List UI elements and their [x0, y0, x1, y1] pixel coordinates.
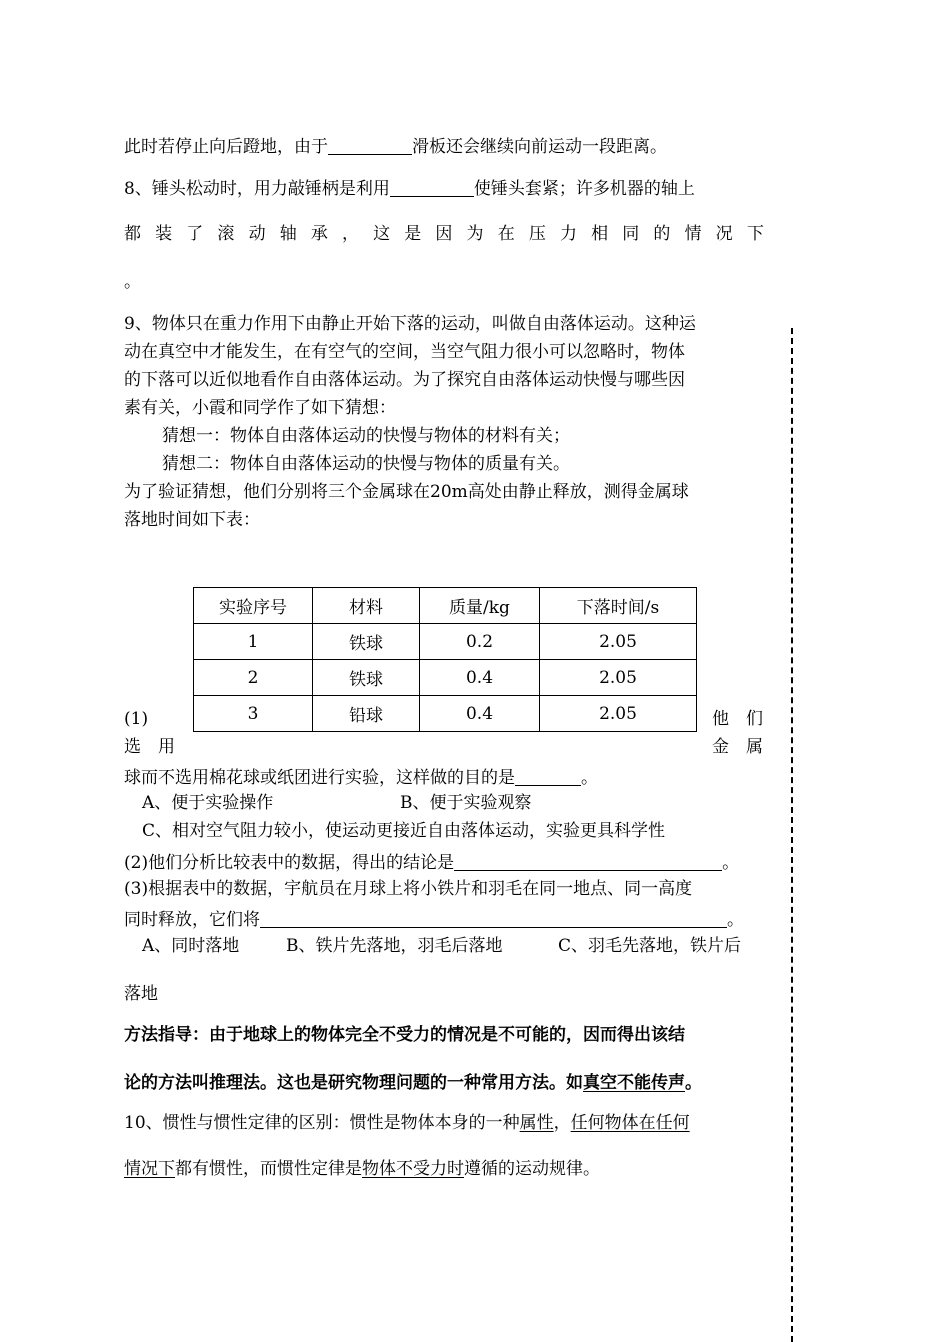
- sub3-line1: (3)根据表中的数据，宇航员在月球上将小铁片和羽毛在同一地点、同一高度: [124, 879, 693, 899]
- option-c: C、相对空气阻力较小，使运动更接近自由落体运动，实验更具科学性: [142, 821, 666, 841]
- q10-line1: [124, 1115, 690, 1132]
- table-row: [194, 624, 697, 660]
- prev-line-text: 此时若停止向后蹬地，由于: [124, 137, 328, 157]
- q8-line2-char: 滚: [217, 224, 235, 244]
- q10-underlined: 属性: [519, 1113, 554, 1133]
- q9-line1: 9、物体只在重力作用下由静止开始下落的运动，叫做自由落体运动。这种运: [124, 314, 696, 334]
- answer-blank[interactable]: [515, 767, 581, 786]
- sub2-text-end: 。: [722, 853, 740, 873]
- option-a: A、便于实验操作: [142, 793, 274, 813]
- q10-underlined: 任何物体在任何: [570, 1113, 690, 1133]
- table-cell: 1: [194, 624, 313, 660]
- method-text: 论的方法叫推理法。这也是研究物理问题的一种常用方法。如: [124, 1073, 583, 1093]
- sub1-line3: [124, 767, 598, 787]
- table-header-cell: 实验序号: [194, 588, 313, 624]
- q10-line2: [124, 1161, 600, 1178]
- q8-line2-char: 力: [559, 224, 577, 244]
- q9-line2: 动在真空中才能发生，在有空气的空间，当空气阻力很小可以忽略时，物体: [124, 342, 685, 362]
- q10-text: 10、惯性与惯性定律的区别：惯性是物体本身的一种: [124, 1113, 520, 1133]
- char: 金: [712, 737, 729, 757]
- q9-line4: 素有关，小霞和同学作了如下猜想：: [124, 398, 396, 418]
- q8-line2-char: 相: [591, 224, 609, 244]
- q8-text-end: 使锤头套紧；许多机器的轴上: [473, 179, 695, 199]
- q9-line3: 的下落可以近似地看作自由落体运动。为了探究自由落体运动快慢与哪些因: [124, 370, 685, 390]
- q8-text: 8、锤头松动时，用力敲锤柄是利用: [124, 179, 390, 199]
- q8-line2-char: ，: [341, 224, 359, 244]
- method-text-end: 。: [685, 1073, 702, 1093]
- table-row: [194, 696, 697, 732]
- table-cell: 2: [194, 660, 313, 696]
- q10-text: 遵循的运动规律。: [464, 1159, 600, 1179]
- method-line1: 方法指导：由于地球上的物体完全不受力的情况是不可能的，因而得出该结: [124, 1025, 685, 1045]
- table-cell: 铅球: [313, 696, 420, 732]
- char: 用: [158, 737, 175, 757]
- sub3-line2: [124, 909, 744, 929]
- q8-line2-char: 轴: [279, 224, 297, 244]
- sub3-option-c: C、羽毛先落地，铁片后: [558, 936, 742, 956]
- q8-line2-char: 装: [155, 224, 173, 244]
- table-header-cell: 材料: [313, 588, 420, 624]
- sub1-label: (1): [124, 709, 149, 729]
- char: 属: [746, 737, 763, 757]
- table-header-cell: 下落时间/s: [540, 588, 697, 624]
- table-cell: 0.4: [420, 696, 540, 732]
- option-b: B、便于实验观察: [400, 793, 532, 813]
- answer-blank[interactable]: [390, 178, 474, 197]
- q10-text: 都有惯性，而惯性定律是: [175, 1159, 362, 1179]
- table-header-row: [194, 588, 697, 624]
- prev-line-text-end: 滑板还会继续向前运动一段距离。: [412, 137, 667, 157]
- sub3-option-c-cont: 落地: [124, 984, 158, 1004]
- table-cell: 3: [194, 696, 313, 732]
- q8-line2-char: 动: [248, 224, 266, 244]
- q10-underlined: 物体不受力时: [362, 1159, 464, 1179]
- q8-line2-char: 都: [124, 224, 141, 244]
- q8-line2-char: 同: [622, 224, 640, 244]
- sub1-right-1: [712, 711, 763, 728]
- table-cell: 2.05: [540, 660, 697, 696]
- table-cell: 铁球: [313, 660, 420, 696]
- q8-line3: 。: [124, 272, 141, 292]
- sub1-text: 球而不选用棉花球或纸团进行实验，这样做的目的是: [124, 768, 515, 788]
- sub1-right-2: [712, 739, 763, 756]
- answer-blank[interactable]: [454, 852, 722, 871]
- answer-blank[interactable]: [260, 909, 727, 928]
- table-cell: 铁球: [313, 624, 420, 660]
- char: 他: [712, 709, 729, 729]
- table-cell: 0.2: [420, 624, 540, 660]
- table-cell: 2.05: [540, 696, 697, 732]
- q8-line2-char: 这: [373, 224, 391, 244]
- q10-underlined: 情况下: [124, 1159, 175, 1179]
- verify-line2: 落地时间如下表：: [124, 510, 260, 530]
- fall-time-table: [193, 587, 697, 732]
- dashed-cut-line: [791, 328, 793, 1342]
- q8-line2-char: 在: [497, 224, 515, 244]
- sub2-text: (2)他们分析比较表中的数据，得出的结论是: [124, 853, 455, 873]
- q10-text: ，: [553, 1113, 571, 1133]
- table-row: [194, 660, 697, 696]
- sub1-left-2: [124, 739, 175, 756]
- q8-line2-char: 因: [435, 224, 453, 244]
- q8-line2-char: 情: [684, 224, 702, 244]
- verify-line1: 为了验证猜想，他们分别将三个金属球在20m高处由静止释放，测得金属球: [124, 482, 689, 502]
- table-header-cell: 质量/kg: [420, 588, 540, 624]
- prev-line: [124, 136, 667, 156]
- sub3-text-end: 。: [727, 910, 744, 930]
- sub1-text-end: 。: [581, 768, 598, 788]
- sub3-text: 同时释放，它们将: [124, 910, 260, 930]
- q8-line2-char: 了: [186, 224, 204, 244]
- table-cell: 2.05: [540, 624, 697, 660]
- guess-two: 猜想二：物体自由落体运动的快慢与物体的质量有关。: [162, 454, 570, 474]
- q8-line2-char: 压: [528, 224, 546, 244]
- q8-line2-char: 况: [715, 224, 733, 244]
- answer-blank[interactable]: [328, 136, 412, 155]
- q8-line2-char: 是: [404, 224, 422, 244]
- guess-one: 猜想一：物体自由落体运动的快慢与物体的材料有关；: [162, 426, 570, 446]
- q8-line2-char: 承: [310, 224, 328, 244]
- table-cell: 0.4: [420, 660, 540, 696]
- sub3-option-b: B、铁片先落地，羽毛后落地: [286, 936, 503, 956]
- sub2-line: [124, 852, 739, 872]
- method-line2: [124, 1075, 702, 1092]
- char: 选: [124, 737, 141, 757]
- q8-line1: [124, 178, 695, 198]
- sub3-option-a: A、同时落地: [142, 936, 240, 956]
- q8-line2-char: 的: [653, 224, 671, 244]
- char: 们: [746, 709, 763, 729]
- method-underlined: 真空不能传声: [583, 1073, 685, 1093]
- q8-line2-char: 下: [746, 224, 764, 244]
- q8-line2-char: 为: [466, 224, 484, 244]
- q8-line2: [124, 226, 764, 243]
